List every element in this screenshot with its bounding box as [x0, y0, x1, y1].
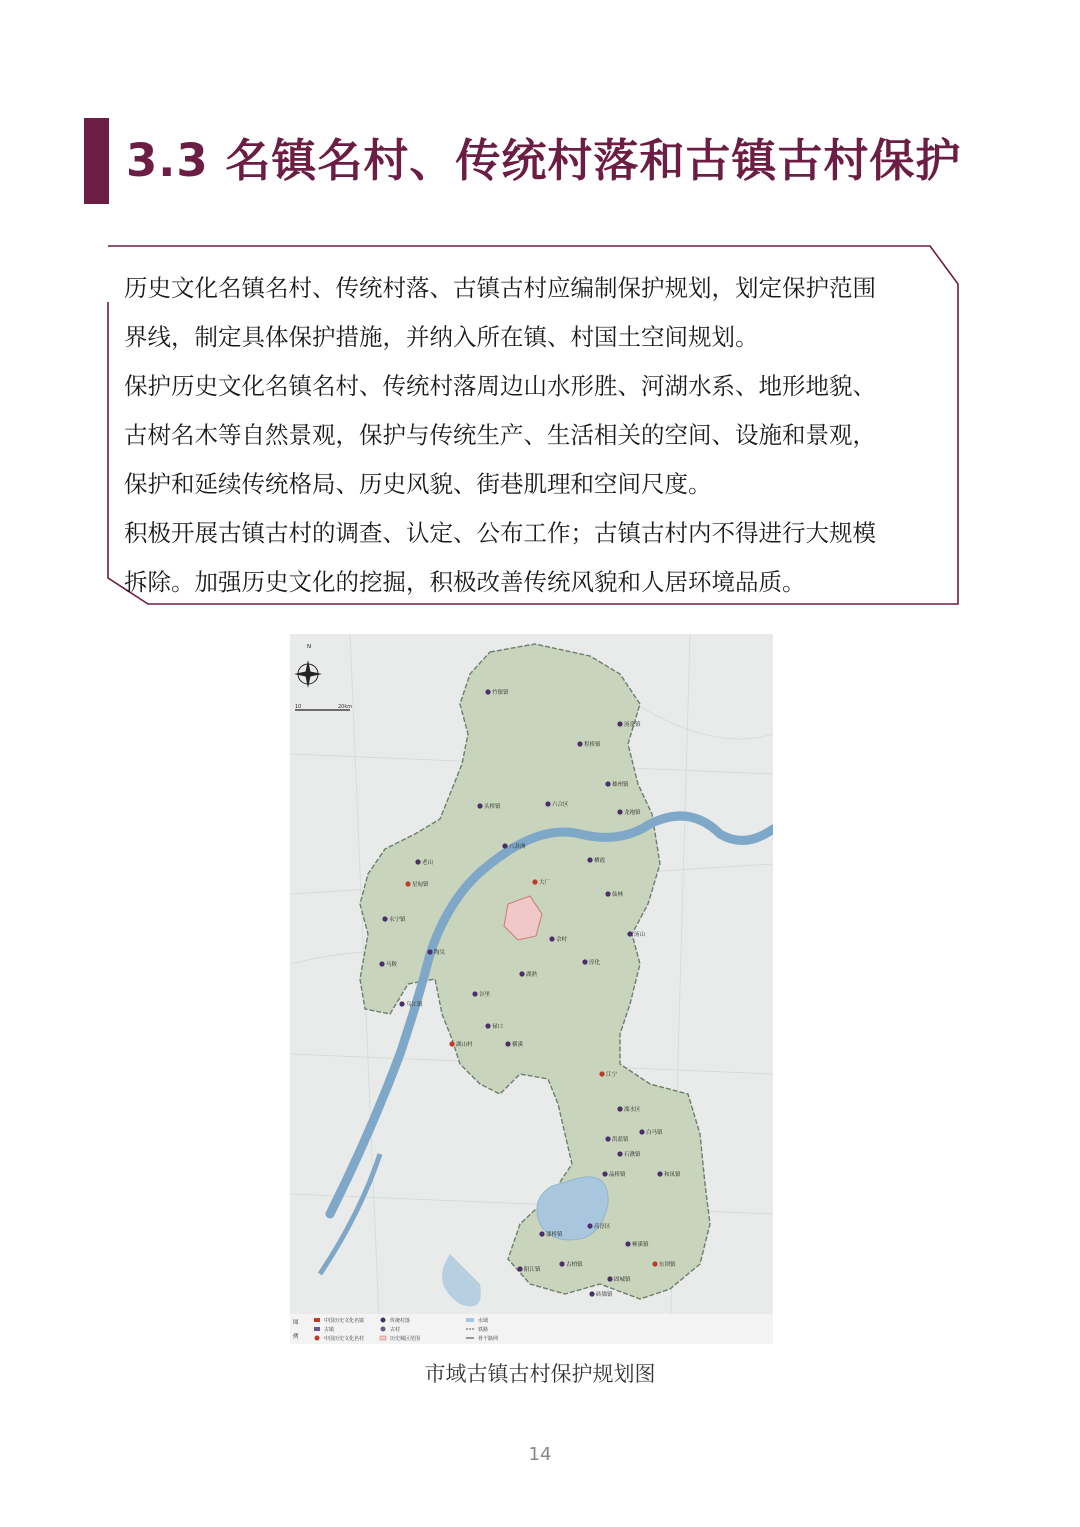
body-line-3: 保护历史文化名镇名村、传统村落周边山水形胜、河湖水系、地形地貌、 — [124, 372, 876, 400]
map-legend — [290, 1314, 773, 1344]
place-label: 马鞍 — [386, 962, 398, 968]
place-marker — [617, 1151, 622, 1156]
place-marker — [545, 801, 550, 806]
place-label: 乌江镇 — [406, 1002, 423, 1008]
place-label: 仙林 — [612, 892, 624, 898]
place-label: 佘村 — [556, 937, 568, 943]
body-line-2: 界线，制定具体保护措施，并纳入所在镇、村国土空间规划。 — [124, 323, 759, 351]
svg-text:传统村落: 传统村落 — [390, 1318, 411, 1324]
place-label: 大厂 — [539, 880, 551, 886]
place-marker — [532, 879, 537, 884]
place-marker — [405, 881, 410, 886]
svg-text:中国历史文化名村: 中国历史文化名村 — [324, 1336, 365, 1342]
place-marker — [607, 1276, 612, 1281]
place-marker — [602, 1171, 607, 1176]
svg-text:古镇: 古镇 — [324, 1327, 335, 1333]
place-label: 桠溪镇 — [632, 1242, 649, 1248]
place-marker — [519, 971, 524, 976]
place-marker — [559, 1261, 564, 1266]
place-marker — [582, 959, 587, 964]
place-marker — [617, 1106, 622, 1111]
svg-text:图: 图 — [293, 1320, 299, 1326]
place-label: 星甸镇 — [412, 882, 429, 888]
place-label: 竹镇镇 — [492, 690, 509, 696]
place-label: 石湫镇 — [624, 1152, 641, 1158]
place-label: 晶桥镇 — [609, 1172, 626, 1178]
place-label: 永宁镇 — [389, 917, 406, 923]
svg-text:水域: 水域 — [478, 1318, 489, 1324]
place-label: 江宁 — [606, 1072, 618, 1078]
place-label: 高淳区 — [594, 1224, 611, 1230]
place-label: 老山 — [422, 860, 434, 866]
place-label: 白马镇 — [646, 1130, 663, 1136]
place-label: 横溪 — [512, 1042, 524, 1048]
place-marker — [549, 936, 554, 941]
place-label: 八卦洲 — [509, 844, 526, 850]
place-marker — [505, 1041, 510, 1046]
place-label: 固城镇 — [614, 1277, 631, 1283]
svg-text:骨干路网: 骨干路网 — [478, 1336, 499, 1342]
place-label: 谷里 — [479, 992, 491, 998]
place-marker — [502, 843, 507, 848]
svg-text:历史城区范围: 历史城区范围 — [390, 1336, 421, 1342]
place-label: 湖山村 — [456, 1042, 473, 1048]
body-line-4: 古树名木等自然景观，保护与传统生产、生活相关的空间、设施和景观， — [124, 421, 876, 449]
place-label: 禄口 — [492, 1024, 504, 1030]
svg-text:铁路: 铁路 — [478, 1327, 489, 1333]
place-marker — [589, 1291, 594, 1296]
place-label: 汤山 — [634, 932, 646, 938]
place-label: 汤泉镇 — [624, 722, 641, 728]
place-label: 漆桥镇 — [546, 1232, 563, 1238]
place-marker — [517, 1266, 522, 1271]
place-label: 栖霞 — [594, 858, 606, 864]
body-line-1: 历史文化名镇名村、传统村落、古镇古村应编制保护规划，划定保护范围 — [124, 274, 876, 302]
place-marker — [627, 931, 632, 936]
place-label: 淳化 — [589, 960, 601, 966]
place-marker — [599, 1071, 604, 1076]
place-marker — [639, 1129, 644, 1134]
body-line-5: 保护和延续传统格局、历史风貌、街巷肌理和空间尺度。 — [124, 470, 712, 498]
place-marker — [605, 1136, 610, 1141]
place-marker — [472, 991, 477, 996]
place-marker — [587, 857, 592, 862]
place-marker — [477, 803, 482, 808]
body-line-7: 拆除。加强历史文化的挖掘，积极改善传统风貌和人居环境品质。 — [124, 568, 806, 596]
svg-text:10: 10 — [295, 704, 302, 710]
page-number: 14 — [528, 1444, 552, 1465]
place-marker — [379, 961, 384, 966]
section-title: 3.3 名镇名村、传统村落和古镇古村保护 — [126, 134, 962, 187]
place-marker — [485, 1023, 490, 1028]
place-marker — [485, 689, 490, 694]
place-label: 六合区 — [552, 802, 569, 808]
place-marker — [415, 859, 420, 864]
place-label: 洪蓝镇 — [612, 1137, 629, 1143]
place-marker — [587, 1223, 592, 1228]
svg-text:例: 例 — [293, 1334, 299, 1340]
place-label: 砖墙镇 — [596, 1292, 613, 1298]
place-label: 陶吴 — [434, 950, 446, 956]
place-label: 龙袍镇 — [624, 810, 641, 816]
map-caption: 市域古镇古村保护规划图 — [424, 1362, 656, 1386]
place-label: 雄州镇 — [612, 782, 629, 788]
place-marker — [657, 1171, 662, 1176]
place-label: 阳江镇 — [524, 1267, 541, 1273]
place-marker — [652, 1261, 657, 1266]
north-label: N — [307, 644, 312, 650]
place-label: 和凤镇 — [664, 1172, 681, 1178]
planning-map — [290, 634, 773, 1344]
place-label: 头桥镇 — [484, 804, 501, 810]
place-marker — [605, 781, 610, 786]
place-marker — [605, 891, 610, 896]
place-marker — [625, 1241, 630, 1246]
place-label: 溧水区 — [624, 1107, 641, 1113]
title-accent-bar — [84, 118, 109, 204]
svg-text:古村: 古村 — [390, 1327, 401, 1333]
place-label: 古柏镇 — [566, 1262, 583, 1268]
place-label: 程桥镇 — [584, 742, 601, 748]
map-svg — [290, 634, 773, 1344]
body-line-6: 积极开展古镇古村的调查、认定、公布工作；古镇古村内不得进行大规模 — [124, 519, 876, 547]
place-marker — [399, 1001, 404, 1006]
place-marker — [577, 741, 582, 746]
svg-text:中国历史文化名镇: 中国历史文化名镇 — [324, 1318, 365, 1324]
place-label: 湖熟 — [526, 972, 538, 978]
place-marker — [617, 721, 622, 726]
body-text — [124, 264, 958, 607]
svg-text:20km: 20km — [338, 704, 353, 710]
place-label: 东坝镇 — [659, 1262, 676, 1268]
place-marker — [427, 949, 432, 954]
place-marker — [449, 1041, 454, 1046]
place-marker — [382, 916, 387, 921]
place-marker — [617, 809, 622, 814]
place-marker — [539, 1231, 544, 1236]
